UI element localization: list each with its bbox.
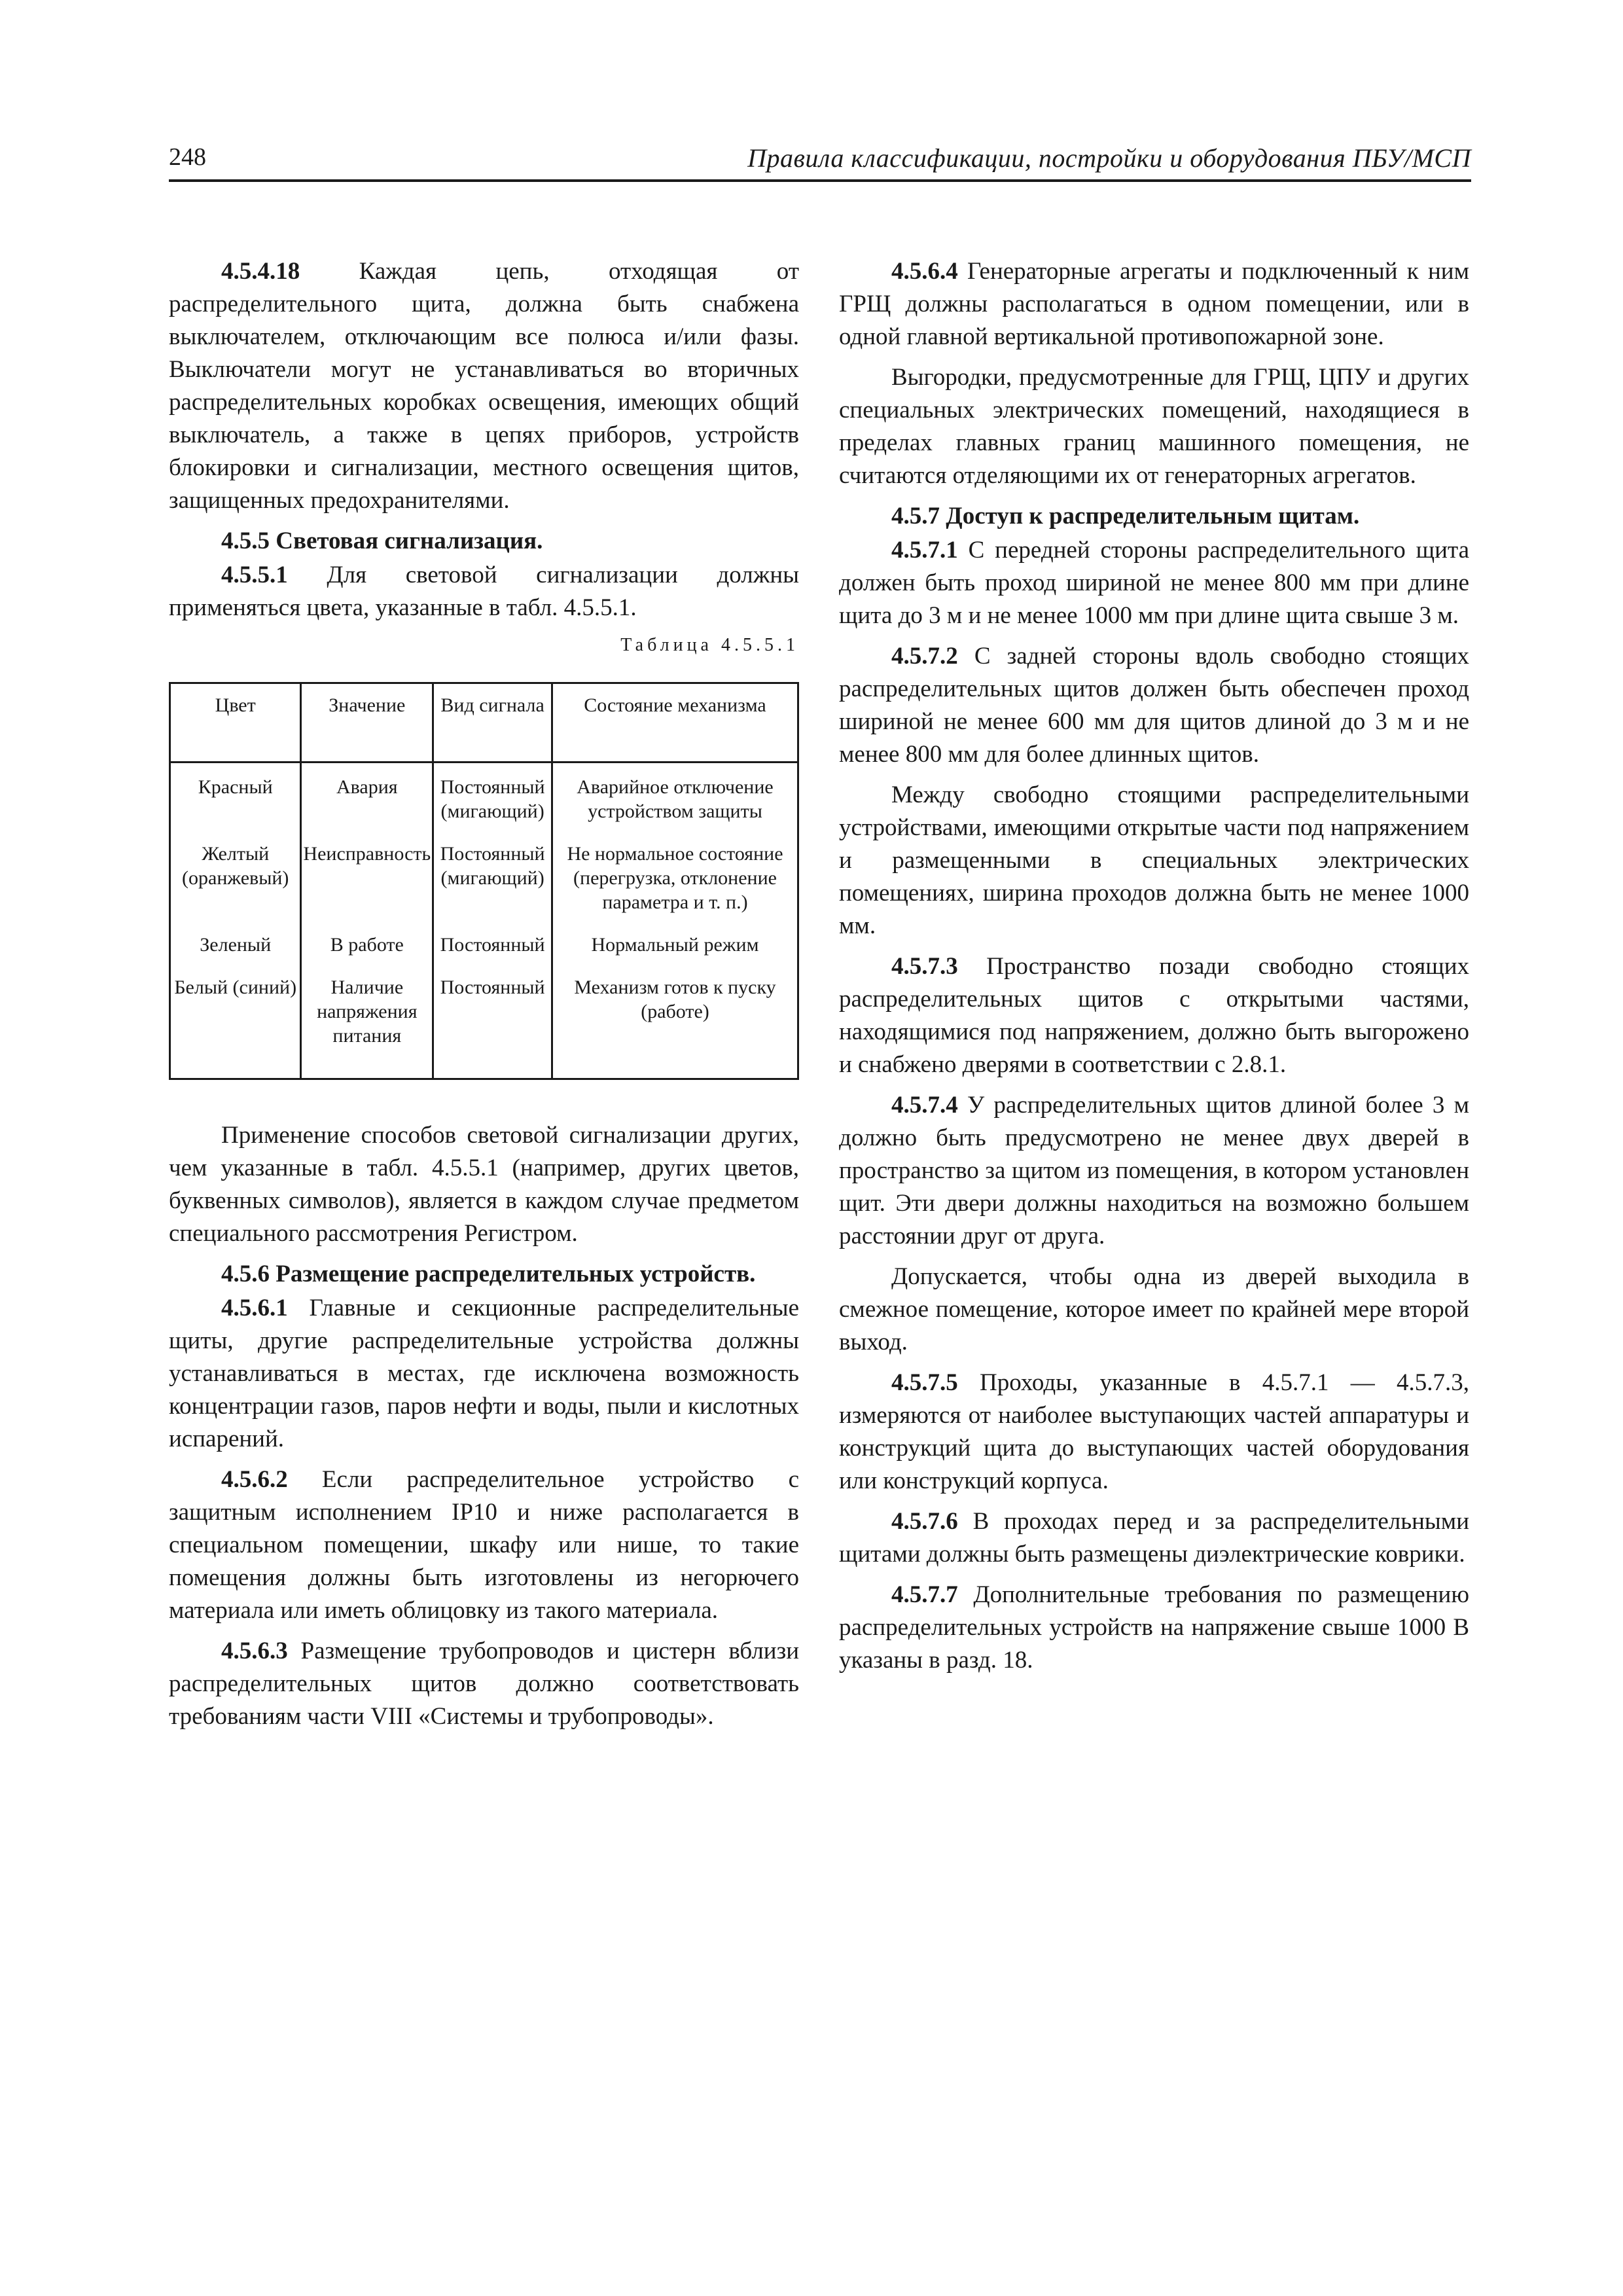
paragraph-text: В проходах перед и за распределительными щитами должны быть размещены диэлектрические коврики. [839,1508,1469,1568]
table-caption: Таблица 4.5.5.1 [620,635,799,655]
table-cell: Постоянный (мигающий) [433,827,552,918]
paragraph-4-5-4-18 [169,255,799,517]
paragraph-doors: Допускается, чтобы одна из дверей выходила в смежное помещение, которое имеет по крайней мере второй выход. [839,1263,1469,1355]
table-row [170,762,798,828]
clause-number: 4.5.7.4 [891,1092,958,1119]
section-heading-4-5-5: 4.5.5 Световая сигнализация. [221,528,543,554]
table-cell: Механизм готов к пуску (работе) [552,961,798,1079]
paragraph-text: Размещение трубопроводов и цистерн вблизи распределительных щитов должно соответствовать требованиям части VIII «Системы и трубопроводы». [169,1638,799,1730]
left-column [169,255,799,1741]
section-heading-4-5-7: 4.5.7 Доступ к распределительным щитам. [891,503,1360,529]
paragraph-text: С задней стороны вдоль свободно стоящих распределительных щитов должен быть обеспечен проход шириной не менее 600 мм для щитов длиной до 3 м и не менее 800 мм для более длинных щитов. [839,643,1469,768]
header-cell: Цвет [170,683,301,762]
paragraph-passage-width: Между свободно стоящими распределительными устройствами, имеющими открытые части под напряжением и размещенными в специальных электрических помещениях, ширина проходов должна быть не менее 1000 мм. [839,781,1469,939]
table-row [170,918,798,961]
paragraph-4-5-7-2 [839,640,1469,771]
table-row [170,827,798,918]
clause-number: 4.5.6.3 [221,1638,288,1664]
table-cell: Постоянный [433,918,552,961]
table-cell: Авария [301,762,433,828]
header-rule [169,179,1471,182]
clause-number: 4.5.7.2 [891,643,958,670]
paragraph-text: У распределительных щитов длиной более 3 м должно быть предусмотрено не менее двух дверей в пространство за щитом из помещения, в котором установлен щит. Эти двери должны находиться на возможно большем расстоянии друг от друга. [839,1092,1470,1249]
paragraph-signal-methods: Применение способов световой сигнализации других, чем указанные в табл. 4.5.5.1 (например, других цветов, буквенных символов), является в каждом случае предметом специального рассмотрения Регистром. [169,1122,799,1247]
paragraph-text: Каждая цепь, отходящая от распределительного щита, должна быть снабжена выключателем, отключающим все полюса и/или фазы. Выключатели могут не устанавливаться во вторичных распределительных коробках освещения, имеющих общий выключатель, а также в цепях приборов, устройств блокировки и сигнализации, местного освещения щитов, защищенных предохранителями. [169,258,799,514]
table-cell: Красный [170,762,301,828]
clause-number: 4.5.5.1 [221,562,288,588]
paragraph-text: Для световой сигнализации должны применяться цвета, указанные в табл. 4.5.5.1. [169,562,799,621]
paragraph-text: Дополнительные требования по размещению распределительных устройств на напряжение свыше 1000 В указаны в разд. 18. [839,1581,1469,1674]
paragraph-text: Пространство позади свободно стоящих распределительных щитов с открытыми частями, находящимися под напряжением, должно быть выгорожено и снабжено дверями в соответствии с 2.8.1. [839,953,1470,1078]
right-column [839,255,1469,1685]
table-header-row [170,683,798,762]
clause-number: 4.5.7.3 [891,953,958,980]
signal-color-table [169,682,799,1080]
clause-number: 4.5.6.4 [891,258,958,285]
paragraph-4-5-7-5 [839,1367,1469,1498]
paragraph-4-5-7-1 [839,534,1469,632]
paragraph-text: Главные и секционные распределительные щиты, другие распределительные устройства должны устанавливаться в местах, где исключена возможность концентрации газов, паров нефти и воды, пыли и кислотных испарений. [169,1295,799,1452]
table-cell: Наличие напряжения питания [301,961,433,1079]
clause-number: 4.5.6.2 [221,1466,288,1493]
paragraph-text: С передней стороны распределительного щита должен быть проход шириной не менее 800 мм при длине щита до 3 м и не менее 1000 мм при длине щита свыше 3 м. [839,537,1469,629]
table-cell: В работе [301,918,433,961]
running-title: Правила классификации, постройки и оборудования ПБУ/МСП [747,143,1471,173]
paragraph-text: Генераторные агрегаты и подключенный к ним ГРЩ должны располагаться в одном помещении, или в одной главной вертикальной противопожарной зоне. [839,258,1469,350]
clause-number: 4.5.7.5 [891,1369,958,1396]
header-cell: Значение [301,683,433,762]
section-heading-4-5-6: 4.5.6 Размещение распределительных устройств. [221,1261,756,1287]
page-number: 248 [169,143,206,171]
paragraph-4-5-7-7 [839,1579,1469,1677]
paragraph-enclosures: Выгородки, предусмотренные для ГРЩ, ЦПУ и других специальных электрических помещений, находящиеся в пределах главных границ машинного помещения, не считаются отделяющими их от генераторных агрегатов. [839,364,1469,489]
table-cell: Не нормальное состояние (перегрузка, отклонение параметра и т. п.) [552,827,798,918]
clause-number: 4.5.7.1 [891,537,958,564]
clause-number: 4.5.7.7 [891,1581,958,1608]
clause-number: 4.5.4.18 [221,258,300,285]
table-row [170,961,798,1079]
page-header [169,139,1471,181]
clause-number: 4.5.7.6 [891,1508,958,1535]
paragraph-4-5-5-1 [169,559,799,624]
table-cell: Нормальный режим [552,918,798,961]
paragraph-text: Проходы, указанные в 4.5.7.1 — 4.5.7.3, измеряются от наиболее выступающих частей аппаратуры и конструкций щита до выступающих частей оборудования или конструкций корпуса. [839,1369,1469,1494]
paragraph-4-5-6-2 [169,1463,799,1627]
paragraph-4-5-7-4 [839,1089,1469,1253]
clause-number: 4.5.6.1 [221,1295,288,1321]
paragraph-4-5-6-1 [169,1292,799,1456]
header-cell: Вид сигнала [433,683,552,762]
paragraph-4-5-7-3 [839,950,1469,1081]
table-cell: Желтый (оранжевый) [170,827,301,918]
table-cell: Аварийное отключение устройством защиты [552,762,798,828]
table-cell: Постоянный (мигающий) [433,762,552,828]
paragraph-text: Если распределительное устройство с защитным исполнением IP10 и ниже располагается в специальном помещении, шкафу или нише, то такие помещения должны быть изготовлены из негорючего материала или иметь облицовку из такого материала. [169,1466,799,1624]
table-cell: Постоянный [433,961,552,1079]
paragraph-4-5-6-4 [839,255,1469,353]
paragraph-4-5-6-3 [169,1635,799,1733]
table-cell: Белый (синий) [170,961,301,1079]
table-cell: Зеленый [170,918,301,961]
header-cell: Состояние механизма [552,683,798,762]
table-cell: Неисправность [301,827,433,918]
paragraph-4-5-7-6 [839,1505,1469,1571]
